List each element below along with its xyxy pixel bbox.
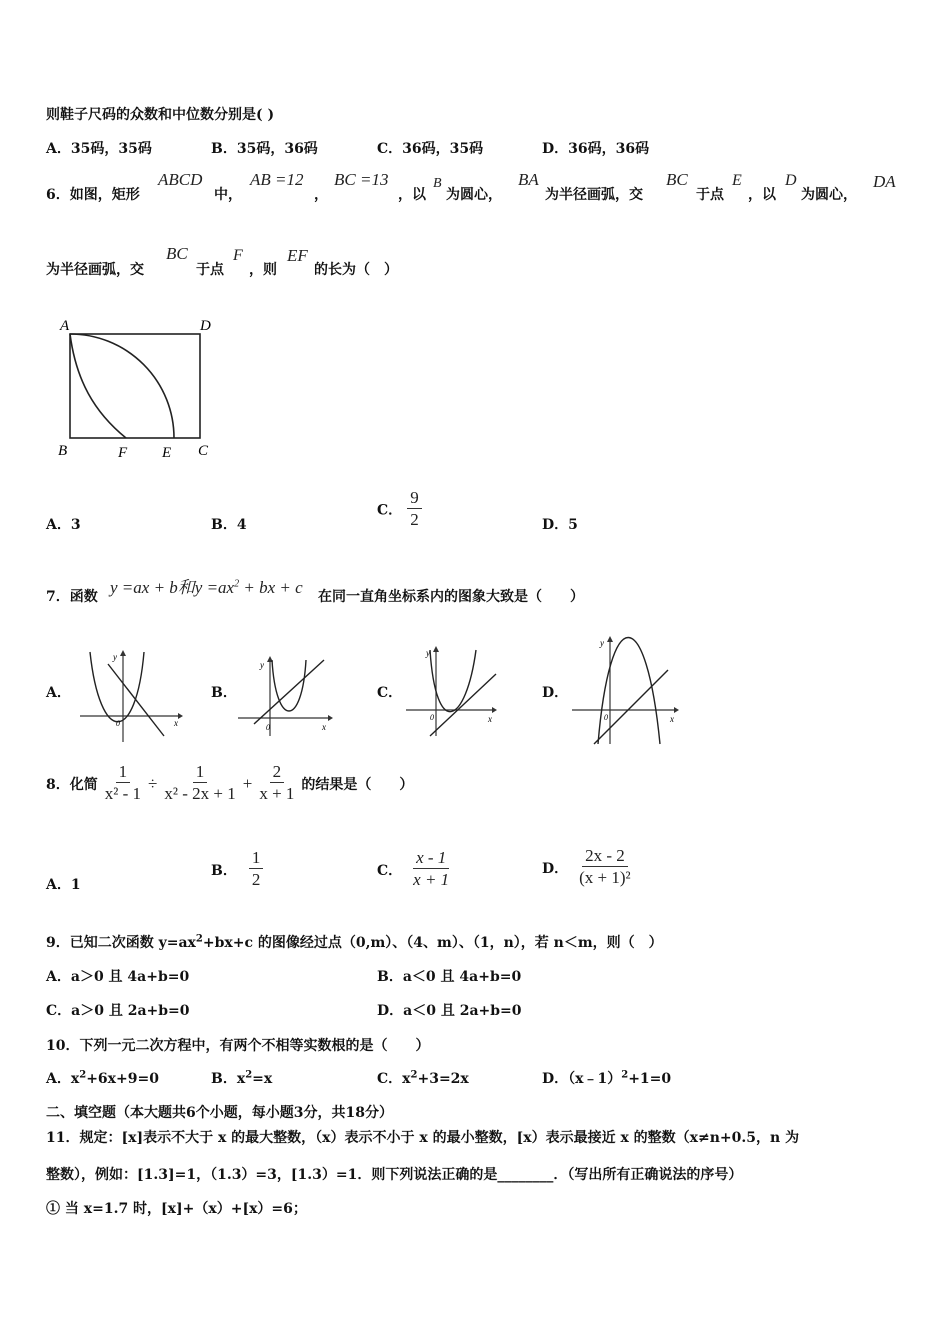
q6-math-b: B bbox=[433, 176, 442, 191]
q8-option-d: D． $\frac{2x - 2}{\text{(x + 1)²}}$ bbox=[542, 846, 631, 887]
svg-text:0: 0 bbox=[266, 723, 270, 732]
q6-option-c: C． $\frac{9}{2}$ bbox=[377, 488, 422, 531]
svg-text:y: y bbox=[426, 648, 430, 658]
q8-option-c: C． $\frac{x - 1}{x + 1}$ bbox=[377, 848, 450, 889]
q6-line2-d: 的长为（ ） bbox=[314, 262, 398, 278]
q9-option-c: C．a＞0 且 2a+b=0 bbox=[46, 1003, 190, 1019]
svg-text:x: x bbox=[488, 714, 492, 724]
q9-option-d: D．a＜0 且 2a+b=0 bbox=[377, 1003, 522, 1019]
svg-text:0: 0 bbox=[116, 719, 120, 728]
q5-stem: 则鞋子尺码的众数和中位数分别是( ) bbox=[46, 107, 275, 123]
q6-option-c-fraction: $\frac{9}{2}$ bbox=[407, 488, 422, 531]
q10-option-b: B．$x^2=x$ bbox=[211, 1069, 273, 1087]
q6-line1-d: ，以 bbox=[398, 187, 426, 203]
q7-formula: y =ax + b和$y =ax^2$ + bx + c bbox=[110, 578, 303, 597]
svg-text:y: y bbox=[260, 660, 264, 670]
q7-option-c-label: C． bbox=[377, 685, 403, 701]
q5-option-d: D．36码，36码 bbox=[542, 141, 650, 157]
label-a: A bbox=[60, 318, 70, 334]
q6-option-b: B．4 bbox=[211, 517, 247, 533]
q10-stem: 10．下列一元二次方程中，有两个不相等实数根的是（ ） bbox=[46, 1038, 430, 1054]
q6-line1-f: 为半径画弧，交 bbox=[545, 187, 643, 203]
label-c: C bbox=[198, 443, 209, 459]
q11-line3: ① 当 x=1.7 时，[x]+（x）+[x）=6； bbox=[46, 1201, 307, 1217]
q6-option-d: D．5 bbox=[542, 517, 578, 533]
svg-text:0: 0 bbox=[604, 713, 608, 722]
q6-math-e: E bbox=[732, 172, 742, 189]
q10-option-a: A．$x^2+6x+9=0$ bbox=[46, 1069, 159, 1087]
section-2-title: 二、填空题（本大题共6个小题，每小题3分，共18分） bbox=[46, 1105, 393, 1121]
q8-fraction-1: $\frac{1}{\text{x² - 1}}$ bbox=[104, 762, 142, 803]
label-b: B bbox=[58, 443, 68, 459]
q6-math-bc2: BC bbox=[666, 170, 688, 189]
q8-fraction-3: $\frac{2}{x + 1}$ bbox=[259, 762, 295, 803]
q5-option-b: B．35码，36码 bbox=[211, 141, 318, 157]
q7-suffix: 在同一直角坐标系内的图象大致是（ ） bbox=[318, 589, 584, 605]
q5-option-a: A．35码，35码 bbox=[46, 141, 152, 157]
label-e: E bbox=[162, 445, 172, 461]
q6-math-f: F bbox=[233, 247, 243, 264]
q6-line2-a: 为半径画弧，交 bbox=[46, 262, 144, 278]
q10-option-d: D．（x﹣1）$^2$+1=0 bbox=[542, 1069, 672, 1087]
q7-option-a-label: A． bbox=[46, 685, 71, 701]
label-d: D bbox=[200, 318, 211, 334]
q6-math-da: DA bbox=[873, 172, 896, 191]
q6-math-bc3: BC bbox=[166, 244, 188, 263]
q6-math-d: D bbox=[785, 172, 797, 189]
q6-line1-b: 中， bbox=[214, 187, 242, 203]
q7-graph-c bbox=[404, 644, 499, 739]
arc-d-center bbox=[70, 334, 126, 438]
q6-line2-b: 于点 bbox=[196, 262, 224, 278]
q7-option-b-label: B． bbox=[211, 685, 237, 701]
q9-option-b: B．a＜0 且 4a+b=0 bbox=[377, 969, 522, 985]
svg-text:y: y bbox=[600, 638, 604, 648]
q8-stem: 8．化简 $\frac{1}{\text{x² - 1}}$ ÷ $\frac{1}{\text{x² - 2x + 1}}$ + $\frac{2}{x + 1}$ 的结果是（ ） bbox=[46, 762, 414, 803]
q6-line2-c: ，则 bbox=[249, 262, 277, 278]
q7-graph-b bbox=[236, 656, 336, 736]
rectangle-abcd bbox=[70, 334, 200, 438]
q6-math-ab: AB =12 bbox=[250, 170, 304, 189]
q6-line1-c: ， bbox=[314, 187, 328, 203]
q8-option-a: A．1 bbox=[46, 877, 81, 893]
q6-line1-e: 为圆心， bbox=[446, 187, 502, 203]
q6-math-ef: EF bbox=[287, 246, 308, 265]
q7-graph-a bbox=[78, 650, 183, 745]
q8-option-b: B． $\frac{1}{2}$ bbox=[211, 848, 263, 891]
q11-line1: 11．规定：[x]表示不大于 x 的最大整数，（x）表示不小于 x 的最小整数，[x）表示最接近 x 的整数（x≠n+0.5，n 为 bbox=[46, 1130, 800, 1146]
q6-line1-h: ，以 bbox=[748, 187, 776, 203]
q7-graph-d bbox=[570, 632, 682, 747]
svg-text:0: 0 bbox=[430, 713, 434, 722]
svg-text:x: x bbox=[670, 714, 674, 724]
q10-option-c: C．$x^2+3=2x$ bbox=[377, 1069, 469, 1087]
q6-line1-a: 6．如图，矩形 bbox=[46, 187, 140, 203]
svg-text:x: x bbox=[322, 722, 326, 732]
q11-line2: 整数），例如：[1.3]=1，（1.3）=3，[1.3）=1．则下列说法正确的是________．（写出所有正确说法的序号） bbox=[46, 1167, 743, 1183]
q7-prefix: 7．函数 bbox=[46, 589, 98, 605]
q6-math-bc: BC =13 bbox=[334, 170, 389, 189]
q6-option-a: A．3 bbox=[46, 517, 81, 533]
q6-math-ba: BA bbox=[518, 170, 539, 189]
q6-math-abcd: ABCD bbox=[158, 170, 203, 189]
arc-b-center bbox=[70, 334, 174, 438]
q8-fraction-2: $\frac{1}{\text{x² - 2x + 1}}$ bbox=[164, 762, 236, 803]
q6-line1-i: 为圆心， bbox=[801, 187, 857, 203]
q6-line1-g: 于点 bbox=[696, 187, 724, 203]
svg-text:y: y bbox=[113, 652, 117, 662]
label-f: F bbox=[118, 445, 128, 461]
q9-stem: 9．已知二次函数 $y=ax^2+bx+c$ 的图像经过点（0,m）、（4、m）、（1，n），若 n＜m，则（ ） bbox=[46, 933, 663, 951]
q9-option-a: A．a＞0 且 4a+b=0 bbox=[46, 969, 190, 985]
q7-option-d-label: D． bbox=[542, 685, 569, 701]
q5-option-c: C．36码，35码 bbox=[377, 141, 484, 157]
q6-rectangle-figure bbox=[50, 312, 230, 467]
svg-text:x: x bbox=[174, 718, 178, 728]
